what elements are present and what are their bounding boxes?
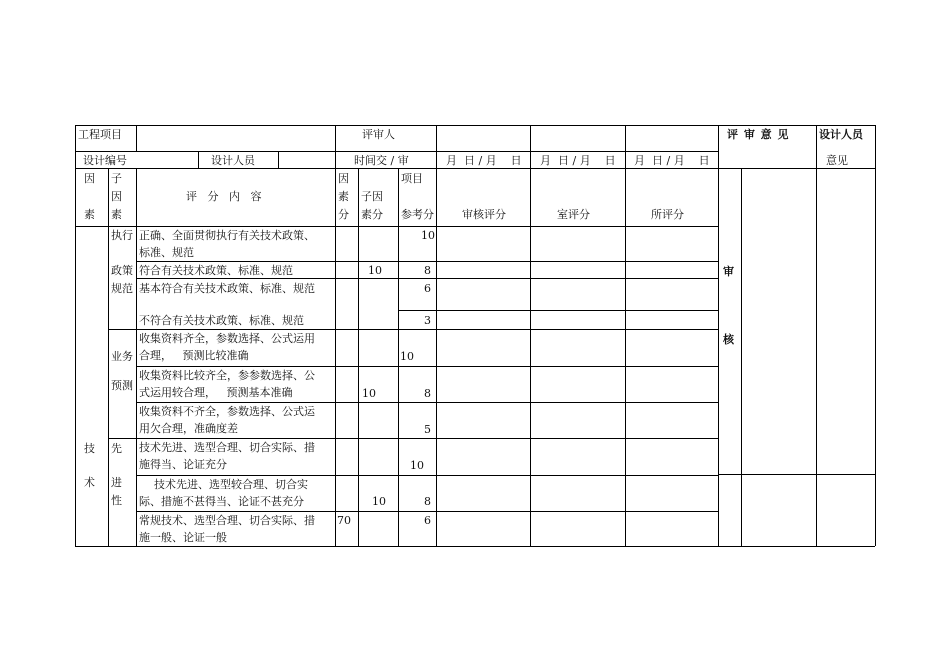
rule: [108, 329, 718, 330]
date-audit: 月 日 / 月 日: [446, 154, 522, 167]
date-office: 月 日 / 月 日: [540, 154, 616, 167]
col-subfactor: 子: [111, 172, 122, 185]
row-ref-score: 8: [424, 495, 431, 508]
designer-opinion-label-2: 意见: [826, 154, 848, 167]
row-text: 用欠合理，准确度差: [139, 422, 238, 435]
rule: [718, 125, 719, 546]
rule: [136, 168, 137, 546]
rule: [136, 511, 718, 512]
rule: [75, 151, 718, 152]
col-factor: 素: [84, 208, 95, 221]
row-ref-score: 10: [410, 459, 424, 472]
row-ref-score: 6: [424, 514, 431, 527]
date-institute: 月 日 / 月 日: [634, 154, 710, 167]
row-ref-score: 8: [424, 264, 431, 277]
row-ref-score: 6: [424, 282, 431, 295]
review-side-label: 审: [723, 265, 734, 278]
group-policy-label: 执行: [111, 229, 133, 242]
factor-score: 70: [337, 514, 351, 527]
row-text: 收集资料不齐全，参数选择、公式运: [139, 405, 315, 418]
design-no-label: 设计编号: [83, 154, 127, 167]
rule: [436, 125, 437, 546]
group-advanced-label: 进: [111, 476, 122, 489]
col-factor-score: 因: [338, 172, 349, 185]
row-text: 施得当、论证充分: [139, 458, 227, 471]
group-business-score: 10: [362, 387, 376, 400]
rule: [136, 475, 718, 476]
col-subfactor-score: 子因: [361, 190, 383, 203]
rule: [136, 125, 137, 151]
row-ref-score: 3: [424, 314, 431, 327]
col-office-score: 室评分: [557, 208, 590, 221]
project-label: 工程项目: [78, 128, 122, 141]
rule: [875, 125, 876, 546]
rule: [198, 151, 199, 168]
factor-label: 技: [84, 442, 95, 455]
row-ref-score: 5: [424, 423, 431, 436]
rule: [398, 168, 399, 546]
row-ref-score: 10: [400, 350, 414, 363]
rule: [278, 151, 279, 168]
rule: [530, 125, 531, 546]
rule: [75, 168, 875, 169]
row-ref-score: 8: [424, 387, 431, 400]
group-policy-label: 政策: [111, 264, 133, 277]
group-business-label: 业务: [111, 350, 133, 363]
rule: [136, 261, 718, 262]
rule: [136, 402, 718, 403]
row-text: 收集资料齐全，参数选择、公式运用: [139, 332, 315, 345]
review-side-label: 核: [723, 333, 734, 346]
col-institute-score: 所评分: [651, 208, 684, 221]
group-business-label: 预测: [111, 379, 133, 392]
rule: [358, 168, 359, 546]
factor-label: 术: [84, 476, 95, 489]
col-subfactor-score: 素分: [361, 208, 383, 221]
rule: [398, 310, 718, 311]
row-text: 正确、全面贯彻执行有关技术政策、: [139, 229, 315, 242]
group-policy-label: 规范: [111, 282, 133, 295]
rule: [108, 168, 109, 546]
col-subfactor: 因: [111, 190, 122, 203]
col-factor: 因: [84, 172, 95, 185]
col-ref-score: 参考分: [401, 208, 434, 221]
row-text: 不符合有关技术政策、标准、规范: [139, 314, 304, 327]
row-text: 收集资料比较齐全，参参数选择、公: [139, 369, 315, 382]
rule: [816, 125, 817, 546]
col-subfactor: 素: [111, 208, 122, 221]
rule: [75, 125, 76, 546]
row-text: 基本符合有关技术政策、标准、规范: [139, 282, 315, 295]
row-text: 施一般、论证一般: [139, 531, 227, 544]
rule: [75, 226, 718, 227]
rule: [75, 546, 875, 547]
review-opinion-label: 评 审 意 见: [727, 128, 790, 141]
row-text: 际、措施不甚得当、论证不甚充分: [139, 495, 304, 508]
designer-opinion-label: 设计人员: [819, 128, 863, 141]
row-text: 式运用较合理， 预测基本准确: [139, 386, 293, 399]
row-text: 标准、规范: [139, 246, 194, 259]
row-ref-score: 10: [421, 229, 435, 242]
col-ref-score: 项目: [401, 172, 423, 185]
group-advanced-label: 性: [111, 494, 122, 507]
col-factor-score: 分: [338, 208, 349, 221]
group-advanced-score: 10: [372, 495, 386, 508]
rule: [741, 168, 742, 546]
row-text: 技术先进、选型合理、切合实际、措: [139, 441, 315, 454]
designer-label: 设计人员: [211, 154, 255, 167]
rule: [136, 278, 718, 279]
group-policy-score: 10: [368, 264, 382, 277]
rule: [335, 125, 336, 546]
rule: [75, 125, 875, 126]
col-audit-score: 审核评分: [462, 208, 506, 221]
row-text: 技术先进、选型较合理、切合实: [154, 478, 308, 491]
group-advanced-label: 先: [111, 442, 122, 455]
col-content: 评 分 内 容: [186, 190, 262, 203]
row-text: 合理， 预测比较准确: [139, 349, 249, 362]
reviewer-label: 评审人: [362, 128, 395, 141]
col-factor-score: 素: [338, 190, 349, 203]
time-label: 时间交 / 审: [354, 154, 409, 167]
rule: [136, 366, 718, 367]
rule: [625, 125, 626, 546]
row-text: 常规技术、选型合理、切合实际、措: [139, 514, 315, 527]
rule: [108, 438, 718, 439]
row-text: 符合有关技术政策、标准、规范: [139, 264, 293, 277]
